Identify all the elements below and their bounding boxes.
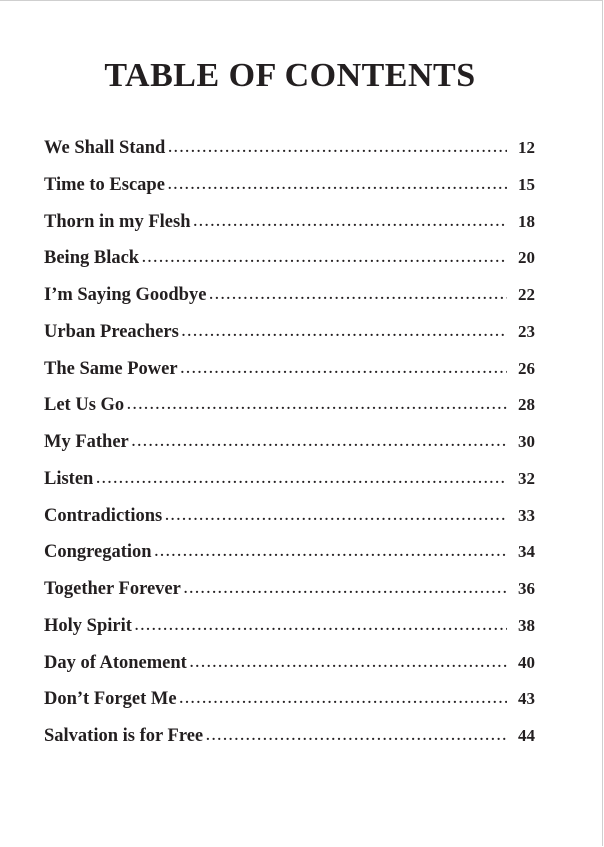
toc-entry-page: 20 — [518, 248, 535, 268]
toc-entry-title: Congregation — [44, 542, 152, 563]
toc-entry-title: Day of Atonement — [44, 652, 187, 673]
toc-entry — [44, 138, 535, 175]
toc-entry-title: The Same Power — [44, 358, 178, 379]
dot-leader — [181, 362, 507, 378]
toc-entry-title: I’m Saying Goodbye — [44, 285, 207, 305]
toc-entry-page: 38 — [518, 615, 535, 635]
dot-leader — [180, 692, 507, 708]
toc-entry — [44, 432, 535, 469]
dot-leader — [182, 325, 507, 341]
toc-entry — [44, 212, 535, 249]
toc-entry-title: Thorn in my Flesh — [44, 211, 191, 232]
toc-entry — [44, 285, 535, 322]
toc-entry-title: Urban Preachers — [44, 321, 179, 342]
toc-entry — [44, 579, 535, 616]
toc-entry — [44, 689, 535, 726]
toc-entry-title: Don’t Forget Me — [44, 689, 177, 710]
toc-entry-title: Listen — [44, 468, 94, 489]
toc-entry-title: Salvation is for Free — [44, 726, 204, 746]
toc-entry-page: 34 — [518, 542, 535, 562]
toc-entry — [44, 542, 535, 579]
toc-entry-page: 22 — [518, 285, 535, 304]
toc-entry-page: 36 — [518, 579, 535, 598]
toc-entry — [44, 653, 535, 690]
toc-entry — [44, 616, 535, 653]
toc-entry-title: Contradictions — [44, 505, 163, 526]
toc-entry-title: Being Black — [44, 248, 140, 269]
table-of-contents — [44, 138, 535, 763]
toc-entry — [44, 248, 535, 285]
toc-entry — [44, 175, 535, 212]
toc-entry-page: 32 — [518, 468, 535, 488]
dot-leader — [193, 215, 507, 231]
toc-entry-page: 40 — [518, 652, 535, 672]
toc-entry-title: Together Forever — [44, 579, 181, 599]
toc-entry-page: 28 — [518, 395, 535, 415]
dot-leader — [142, 251, 507, 267]
toc-entry-title: Let Us Go — [44, 395, 125, 416]
toc-entry-page: 30 — [518, 432, 535, 451]
dot-leader — [209, 288, 507, 304]
toc-entry-title: Holy Spirit — [44, 615, 132, 636]
toc-entry-page: 18 — [518, 211, 535, 231]
toc-entry-page: 15 — [518, 174, 535, 194]
toc-entry-title: Time to Escape — [44, 174, 165, 195]
dot-leader — [96, 472, 507, 488]
dot-leader — [168, 178, 507, 194]
toc-entry — [44, 506, 535, 543]
toc-entry — [44, 395, 535, 432]
toc-entry — [44, 469, 535, 506]
toc-entry-page: 23 — [518, 321, 535, 341]
dot-leader — [155, 545, 507, 561]
toc-entry — [44, 359, 535, 396]
toc-entry-page: 26 — [518, 358, 535, 378]
page-title: TABLE OF CONTENTS — [104, 57, 476, 94]
toc-entry-title: My Father — [44, 432, 129, 452]
dot-leader — [127, 398, 507, 414]
dot-leader — [165, 509, 507, 525]
toc-entry-title: We Shall Stand — [44, 138, 166, 158]
toc-entry-page: 12 — [518, 138, 535, 157]
toc-entry-page: 33 — [518, 505, 535, 525]
dot-leader — [132, 435, 507, 451]
toc-entry — [44, 322, 535, 359]
dot-leader — [135, 619, 507, 635]
dot-leader — [168, 141, 507, 157]
toc-entry-page: 43 — [518, 689, 535, 709]
toc-entry-page: 44 — [518, 726, 535, 745]
dot-leader — [190, 656, 507, 672]
dot-leader — [184, 582, 507, 598]
dot-leader — [206, 729, 507, 745]
toc-entry — [44, 726, 535, 763]
